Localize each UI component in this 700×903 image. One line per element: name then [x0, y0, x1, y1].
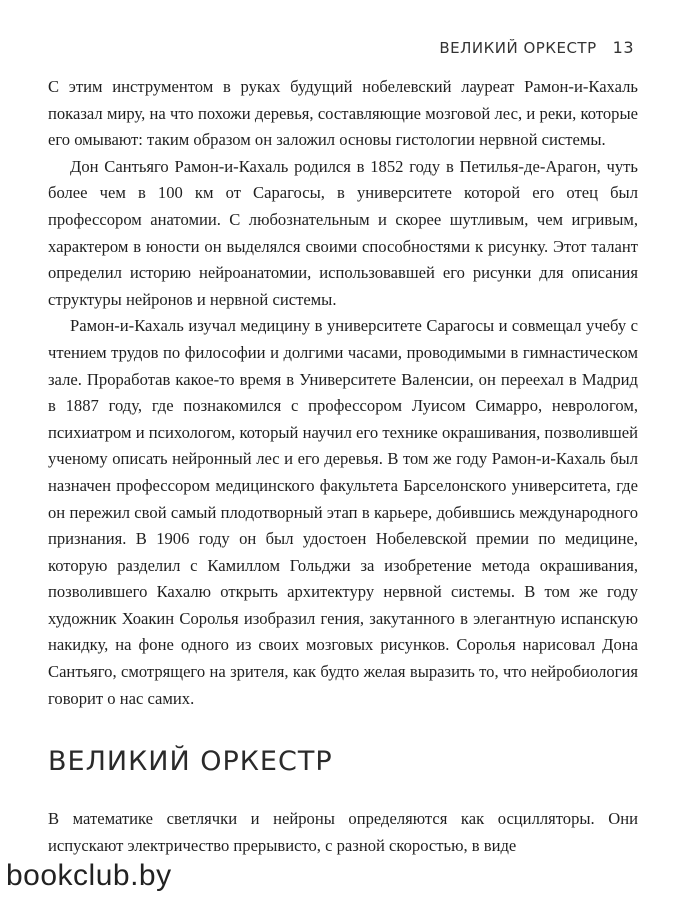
body-text [48, 74, 638, 712]
section-body [48, 806, 638, 859]
section-heading: ВЕЛИКИЙ ОРКЕСТР [48, 746, 333, 777]
paragraph-1: С этим инструментом в руках будущий нобелевский лауреат Рамон-и-Кахаль показал миру, на что похожи деревья, составляющие мозговой лес, и реки, которые его омывают: таким образом он заложил основы гистологии нервной системы. [48, 77, 638, 150]
running-header [439, 38, 634, 57]
section-paragraph: В математике светлячки и нейроны определяются как осцилляторы. Они испускают электричество прерывисто, с разной скоростью, в виде [48, 809, 638, 855]
paragraph-2: Дон Сантьяго Рамон-и-Кахаль родился в 1852 году в Петилья-де-Арагон, чуть более чем в 100 км от Сарагосы, в университете которой его отец был профессором анатомии. С любознательным и скорее шутливым, чем игривым, характером в юности он выделялся своими способностями к рисунку. Этот талант определил историю нейроанатомии, использовавшей его рисунки для описания структуры нейронов и нервной системы. [48, 156, 638, 309]
paragraph-3: Рамон-и-Кахаль изучал медицину в университете Сарагосы и совмещал учебу с чтением трудов по философии и долгими часами, проводимыми в гимнастическом зале. Проработав какое-то время в Университете Валенсии, он переехал в Мадрид в 1887 году, где познакомился с профессором Луисом Симарро, неврологом, психиатром и психологом, который научил его технике окрашивания, позволившей ученому описать нейронный лес и его деревья. В том же году Рамон-и-Кахаль был назначен профессором медицинского факультета Барселонского университета, где он пережил свой самый плодотворный этап в карьере, добившись международного признания. В 1906 году он был удостоен Нобелевской премии по медицине, которую разделил с Камиллом Гольджи за изобретение метода окрашивания, позволившего Кахалю открыть архитектуру нервной системы. В том же году художник Хоакин Соролья изобразил гения, закутанного в элегантную испанскую накидку, на фоне одного из своих мозговых рисунков. Соролья нарисовал Дона Сантьяго, смотрящего на зрителя, как будто желая выразить то, что нейробиология говорит о нас самих. [48, 316, 638, 708]
watermark-logo: bookclub.by [0, 857, 180, 897]
running-title: ВЕЛИКИЙ ОРКЕСТР [439, 39, 597, 57]
page-number: 13 [612, 38, 634, 57]
